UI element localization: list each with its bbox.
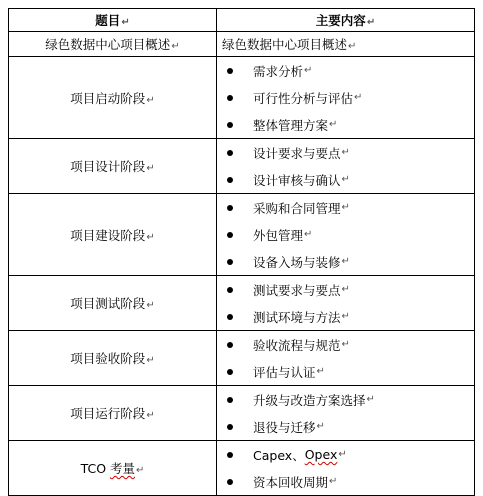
stage-topic-cell (9, 331, 217, 386)
paragraph-mark: ↵ (348, 41, 357, 52)
list-item-text: 升级与改造方案选择 (253, 392, 366, 408)
stage-topic: 项目测试阶段 (70, 296, 146, 311)
bullet-icon (227, 314, 233, 320)
paragraph-mark: ↵ (354, 92, 363, 103)
intro-topic: 绿色数据中心项目概述 (45, 37, 171, 52)
stage-row (9, 57, 475, 139)
bullet-list (217, 331, 474, 385)
intro-content-cell (217, 32, 475, 57)
stage-topic: 项目验收阶段 (70, 351, 146, 366)
stage-row (9, 194, 475, 276)
list-item (217, 111, 474, 138)
stage-content-cell (217, 139, 475, 194)
bullet-icon (227, 452, 233, 458)
bullet-list (217, 194, 474, 275)
paragraph-mark: ↵ (121, 17, 130, 28)
paragraph-mark: ↵ (329, 119, 338, 130)
list-item (217, 441, 474, 468)
list-item-text: 测试要求与要点 (253, 282, 341, 298)
tco-word: 考量 (110, 461, 136, 476)
paragraph-mark: ↵ (338, 449, 347, 460)
paragraph-mark: ↵ (329, 476, 338, 487)
list-item (217, 386, 474, 413)
list-item-flagged-text: Opex (304, 447, 338, 462)
list-item-text: Capex、 (253, 447, 305, 463)
stage-content-cell (217, 57, 475, 139)
stage-content-cell (217, 194, 475, 276)
paragraph-mark: ↵ (146, 231, 155, 243)
header-row (9, 9, 475, 32)
list-item (217, 358, 474, 385)
stage-content-cell (217, 331, 475, 386)
stage-row (9, 386, 475, 441)
header-content (217, 9, 475, 32)
bullet-list (217, 139, 474, 193)
paragraph-mark: ↵ (146, 410, 155, 421)
header-topic-label: 题目 (95, 13, 121, 28)
list-item (217, 468, 474, 495)
paragraph-mark: ↵ (341, 202, 350, 213)
paragraph-mark: ↵ (146, 300, 155, 311)
bullet-icon (227, 259, 233, 265)
stage-topic: 项目设计阶段 (70, 159, 146, 174)
list-item-text: 设备入场与装修 (253, 254, 341, 270)
bullet-list (217, 386, 474, 440)
bullet-icon (227, 424, 233, 430)
intro-row (9, 32, 475, 57)
header-content-label: 主要内容 (315, 13, 366, 28)
content-table (8, 8, 475, 496)
intro-topic-cell (9, 32, 217, 57)
bullet-icon (227, 479, 233, 485)
bullet-icon (227, 369, 233, 375)
paragraph-mark: ↵ (316, 366, 325, 377)
paragraph-mark: ↵ (341, 147, 350, 158)
tco-topic-cell (9, 441, 217, 496)
stage-topic-cell (9, 194, 217, 276)
stage-content-cell (217, 276, 475, 331)
paragraph-mark: ↵ (304, 229, 313, 240)
list-item-text: 采购和合同管理 (253, 200, 341, 216)
bullet-icon (227, 205, 233, 211)
list-item (217, 221, 474, 248)
stage-topic-cell (9, 386, 217, 441)
paragraph-mark: ↵ (341, 256, 350, 267)
paragraph-mark: ↵ (304, 65, 313, 76)
list-item (217, 413, 474, 440)
list-item-text: 资本回收周期 (253, 474, 329, 490)
list-item-text: 整体管理方案 (253, 117, 329, 133)
bullet-icon (227, 68, 233, 74)
paragraph-mark: ↵ (136, 465, 145, 476)
list-item-text: 设计审核与确认 (253, 172, 341, 188)
stage-topic-cell (9, 139, 217, 194)
bullet-icon (227, 287, 233, 293)
paragraph-mark: ↵ (341, 284, 350, 295)
intro-content: 绿色数据中心项目概述 (222, 37, 348, 52)
bullet-list (217, 441, 474, 495)
tco-row (9, 441, 475, 496)
bullet-icon (227, 342, 233, 348)
tco-content-cell (217, 441, 475, 496)
list-item-text: 测试环境与方法 (253, 309, 341, 325)
bullet-list (217, 276, 474, 330)
paragraph-mark: ↵ (171, 41, 180, 52)
stage-content-cell (217, 386, 475, 441)
list-item-text: 验收流程与规范 (253, 337, 341, 353)
paragraph-mark: ↵ (146, 94, 155, 106)
stage-row (9, 331, 475, 386)
stage-topic: 项目启动阶段 (70, 90, 146, 106)
list-item (217, 57, 474, 84)
list-item (217, 248, 474, 275)
list-item-text: 可行性分析与评估 (253, 90, 354, 106)
stage-topic-cell (9, 57, 217, 139)
list-item (217, 276, 474, 303)
bullet-icon (227, 122, 233, 128)
list-item-text: 外包管理 (253, 227, 304, 243)
list-item-text: 设计要求与要点 (253, 145, 341, 161)
stage-row (9, 139, 475, 194)
tco-prefix: TCO (80, 461, 111, 476)
paragraph-mark: ↵ (366, 394, 375, 405)
bullet-icon (227, 150, 233, 156)
list-item (217, 303, 474, 330)
stage-topic: 项目建设阶段 (70, 227, 146, 243)
list-item (217, 84, 474, 111)
paragraph-mark: ↵ (366, 17, 376, 28)
header-topic (9, 9, 217, 32)
paragraph-mark: ↵ (341, 311, 350, 322)
list-item (217, 166, 474, 193)
list-item-text: 需求分析 (253, 63, 304, 79)
paragraph-mark: ↵ (146, 355, 155, 366)
list-item-text: 退役与迁移 (253, 419, 316, 435)
stage-topic-cell (9, 276, 217, 331)
bullet-icon (227, 232, 233, 238)
paragraph-mark: ↵ (316, 421, 325, 432)
paragraph-mark: ↵ (341, 174, 350, 185)
stage-topic: 项目运行阶段 (70, 406, 146, 421)
list-item (217, 139, 474, 166)
bullet-icon (227, 397, 233, 403)
paragraph-mark: ↵ (146, 163, 155, 174)
list-item (217, 194, 474, 221)
paragraph-mark: ↵ (341, 339, 350, 350)
stage-row (9, 276, 475, 331)
bullet-icon (227, 177, 233, 183)
bullet-list (217, 57, 474, 138)
list-item-text: 评估与认证 (253, 364, 316, 380)
list-item (217, 331, 474, 358)
bullet-icon (227, 95, 233, 101)
